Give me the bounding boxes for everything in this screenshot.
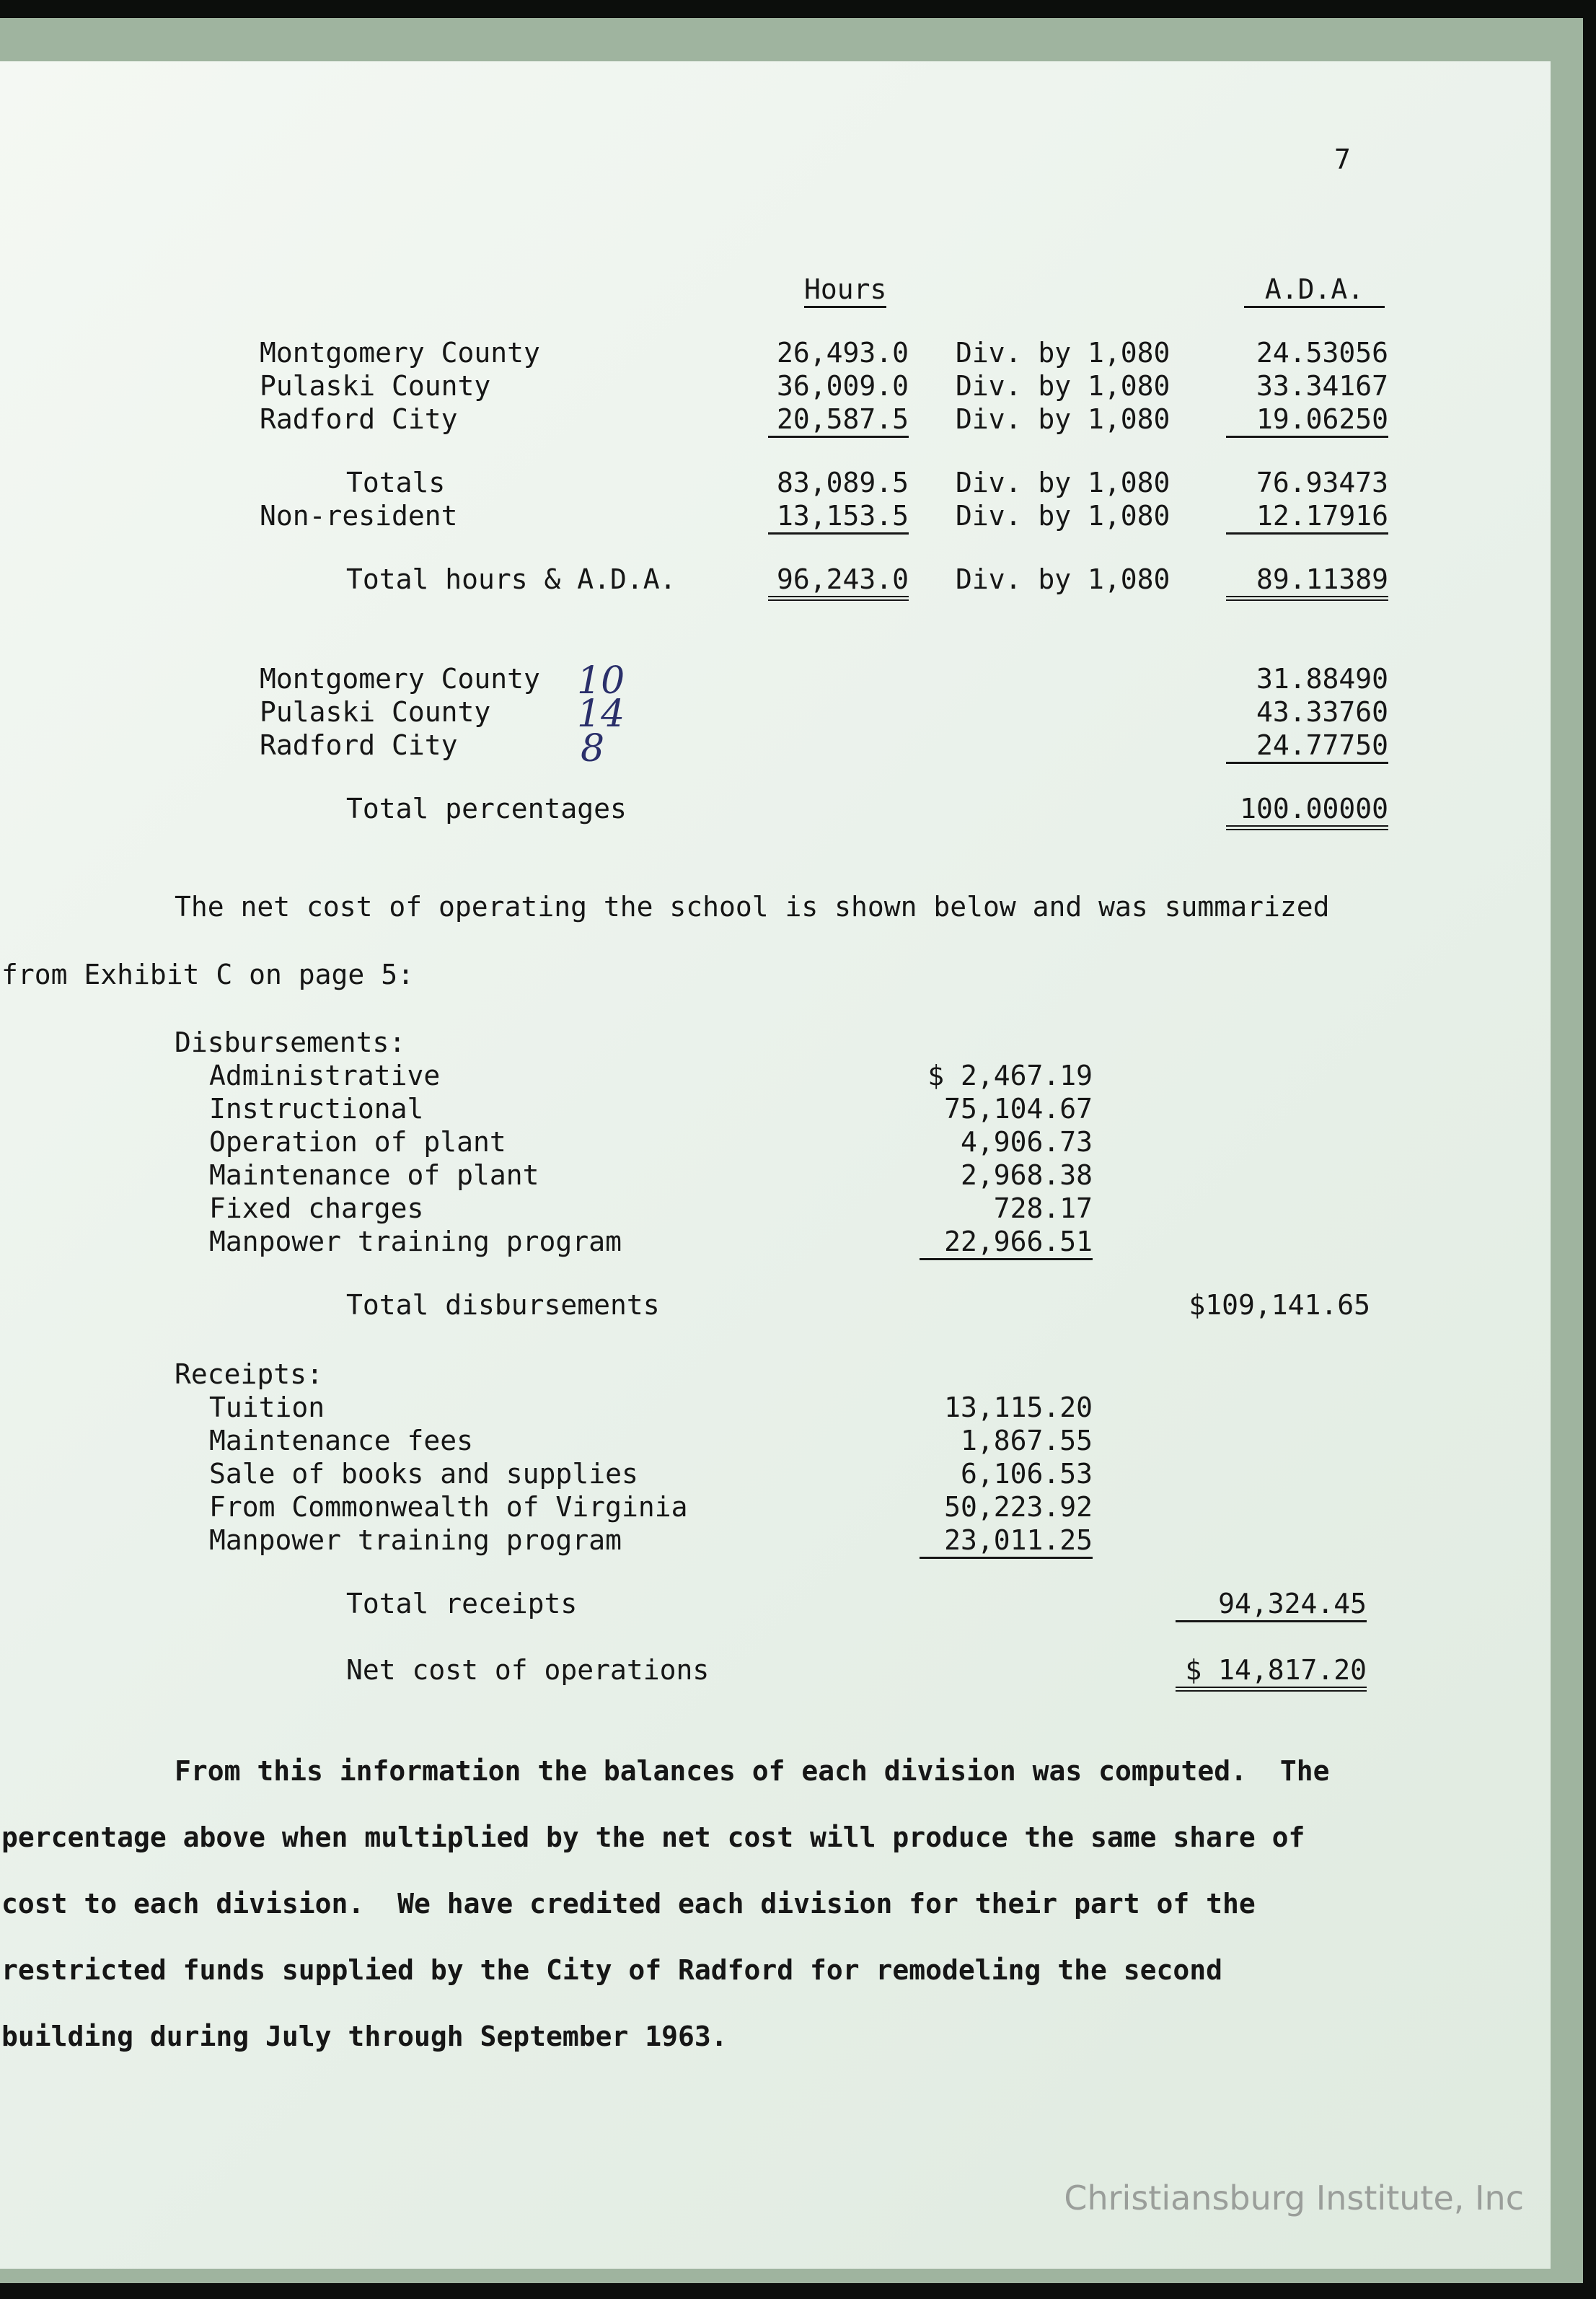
receipt-item-value: 13,115.20: [944, 1392, 1093, 1423]
disbursement-item-value: 2,968.38: [960, 1159, 1093, 1191]
receipt-item-label: Maintenance fees: [209, 1425, 474, 1456]
receipt-item-label: From Commonwealth of Virginia: [209, 1491, 688, 1523]
net-cost-label: Net cost of operations: [346, 1654, 710, 1686]
disbursement-item-value: $ 2,467.19: [927, 1060, 1093, 1091]
disbursements-total-value: $109,141.65: [1189, 1289, 1370, 1321]
ada-row-hours: 36,009.0: [776, 370, 909, 402]
receipt-item-label: Manpower training program: [209, 1524, 622, 1556]
percent-total-label: Total percentages: [346, 793, 627, 825]
page-number: 7: [1334, 144, 1351, 175]
hours-column-header: Hours: [804, 273, 886, 308]
disbursements-heading: Disbursements:: [175, 1027, 406, 1058]
percent-row-value: 31.88490: [1256, 663, 1388, 695]
disbursement-item-value: 728.17: [993, 1192, 1093, 1224]
receipt-item-value: 23,011.25: [920, 1524, 1093, 1559]
ada-nonresident-div: Div. by 1,080: [956, 500, 1170, 532]
receipt-item-label: Sale of books and supplies: [209, 1458, 638, 1490]
ada-row-div: Div. by 1,080: [956, 403, 1170, 435]
watermark: Christiansburg Institute, Inc: [1064, 2179, 1524, 2217]
ada-row-value: 19.06250: [1226, 403, 1388, 438]
disbursement-item-label: Manpower training program: [209, 1226, 622, 1257]
disbursements-total-label: Total disbursements: [346, 1289, 660, 1321]
paragraph-line: From this information the balances of each division was computed. The: [175, 1755, 1330, 1787]
paragraph-line: restricted funds supplied by the City of Radford for remodeling the second: [1, 1954, 1222, 1986]
ada-totals-hours: 83,089.5: [776, 467, 909, 498]
percent-row-label: Radford City: [260, 729, 458, 761]
ada-row-div: Div. by 1,080: [956, 370, 1170, 402]
receipts-heading: Receipts:: [175, 1358, 323, 1390]
percent-row-value: 43.33760: [1256, 696, 1388, 728]
disbursement-item-label: Fixed charges: [209, 1192, 424, 1224]
disbursement-item-value: 75,104.67: [944, 1093, 1093, 1125]
ada-totals-label: Totals: [346, 467, 446, 498]
ada-row-hours: 26,493.0: [776, 337, 909, 369]
handwritten-note: 8: [581, 727, 605, 770]
ada-row-value: 33.34167: [1256, 370, 1388, 402]
paragraph-line: building during July through September 1963.: [1, 2021, 728, 2052]
percent-row-label: Pulaski County: [260, 696, 491, 728]
ada-row-hours: 20,587.5: [768, 403, 909, 438]
ada-total-div: Div. by 1,080: [956, 563, 1170, 595]
receipt-item-value: 6,106.53: [960, 1458, 1093, 1490]
paragraph-line: The net cost of operating the school is shown below and was summarized: [175, 891, 1330, 923]
paragraph-line: percentage above when multiplied by the net cost will produce the same share of: [1, 1821, 1305, 1853]
disbursement-item-label: Operation of plant: [209, 1126, 506, 1158]
receipt-item-label: Tuition: [209, 1392, 325, 1423]
handwritten-note: 14: [577, 693, 625, 736]
ada-nonresident-label: Non-resident: [260, 500, 458, 532]
ada-nonresident-value: 12.17916: [1226, 499, 1388, 535]
ada-total-hours: 96,243.0: [768, 563, 909, 601]
receipt-item-value: 1,867.55: [960, 1425, 1093, 1456]
ada-row-label: Radford City: [260, 403, 458, 435]
paragraph-line: from Exhibit C on page 5:: [1, 959, 414, 990]
receipts-total-value: 94,324.45: [1176, 1587, 1367, 1622]
ada-total-value: 89.11389: [1226, 563, 1388, 601]
ada-totals-value: 76.93473: [1256, 467, 1388, 498]
net-cost-value: $ 14,817.20: [1176, 1653, 1367, 1692]
handwritten-note: 10: [577, 659, 625, 703]
ada-row-value: 24.53056: [1256, 337, 1388, 369]
paragraph-line: cost to each division. We have credited each division for their part of the: [1, 1888, 1256, 1920]
disbursement-item-value: 22,966.51: [920, 1225, 1093, 1260]
percent-row-value: 24.77750: [1226, 729, 1388, 764]
ada-totals-div: Div. by 1,080: [956, 467, 1170, 498]
ada-row-label: Montgomery County: [260, 337, 540, 369]
ada-column-header: A.D.A.: [1244, 273, 1385, 308]
ada-nonresident-hours: 13,153.5: [768, 499, 909, 535]
percent-total-value: 100.00000: [1226, 792, 1388, 830]
ada-row-div: Div. by 1,080: [956, 337, 1170, 369]
receipts-total-label: Total receipts: [346, 1588, 578, 1619]
disbursement-item-label: Instructional: [209, 1093, 424, 1125]
ada-row-label: Pulaski County: [260, 370, 491, 402]
ada-total-label: Total hours & A.D.A.: [346, 563, 676, 595]
disbursement-item-value: 4,906.73: [960, 1126, 1093, 1158]
receipt-item-value: 50,223.92: [944, 1491, 1093, 1523]
disbursement-item-label: Maintenance of plant: [209, 1159, 539, 1191]
percent-row-label: Montgomery County: [260, 663, 540, 695]
disbursement-item-label: Administrative: [209, 1060, 441, 1091]
